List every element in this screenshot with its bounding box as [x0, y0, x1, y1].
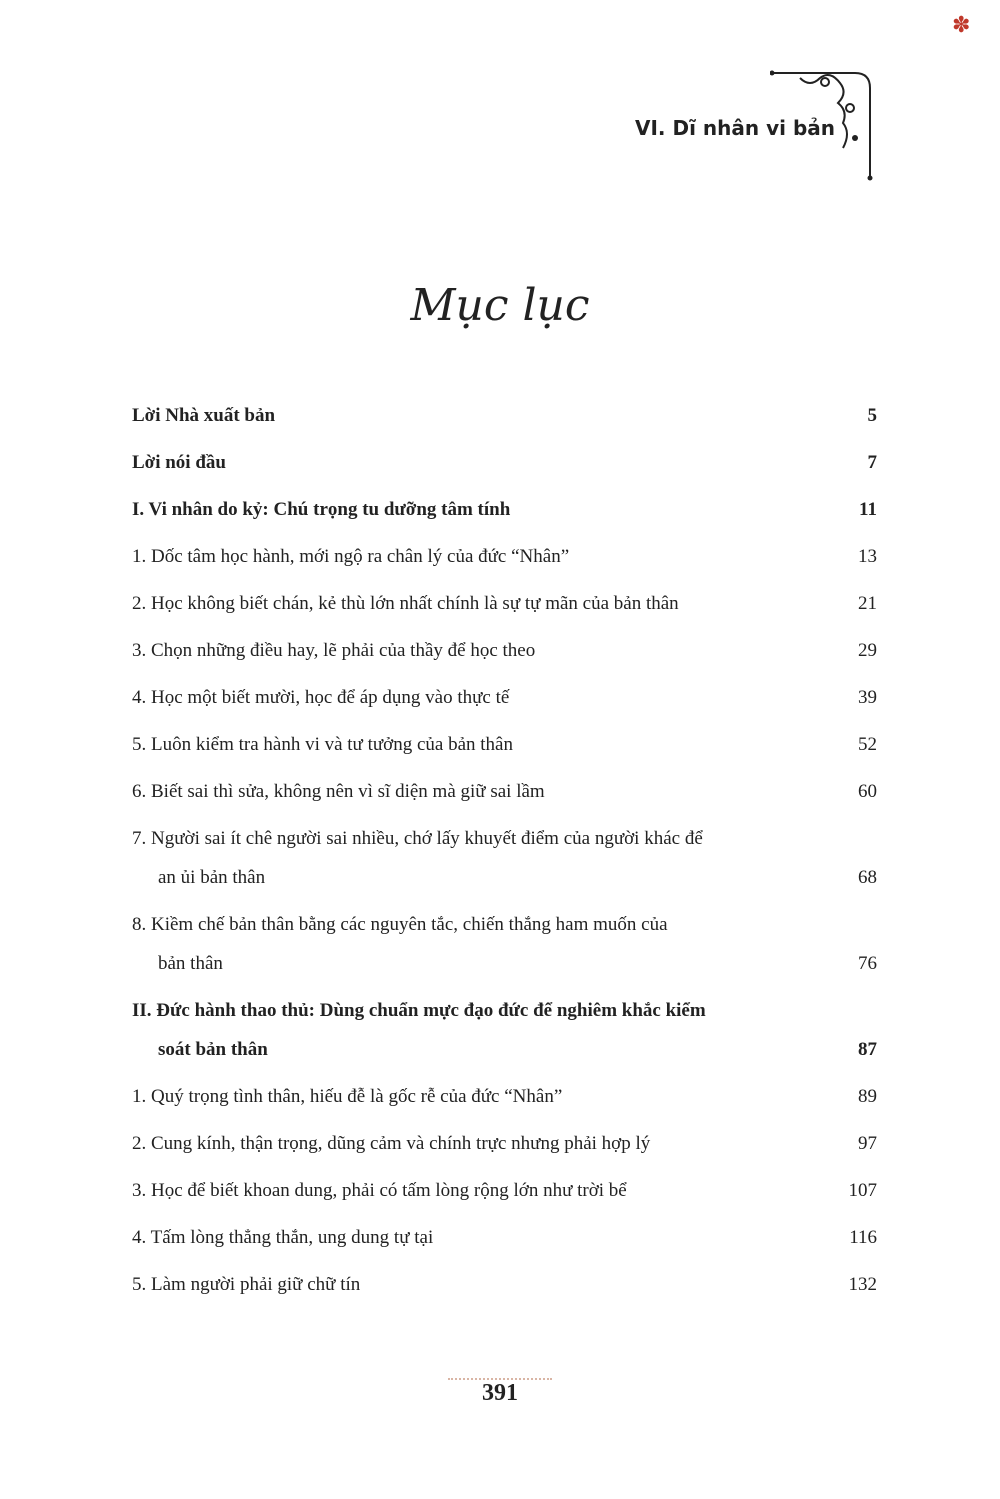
- toc-entry-body: [132, 490, 817, 529]
- toc-entry-title: 4. Học một biết mười, học để áp dụng vào thực tế: [132, 687, 510, 708]
- toc-entry[interactable]: [132, 631, 877, 670]
- toc-entry-body: [132, 396, 817, 435]
- toc-entry-title-continued: bản thân: [158, 953, 223, 974]
- toc-entry[interactable]: [132, 1218, 877, 1257]
- toc-entry-title-continued: an ủi bản thân: [158, 867, 266, 888]
- toc-entry-page: 52: [858, 734, 877, 755]
- toc-entry-page: 29: [858, 640, 877, 661]
- toc-entry[interactable]: [132, 584, 877, 623]
- toc-entry[interactable]: [132, 490, 877, 529]
- toc-entry-body: [132, 631, 817, 670]
- table-of-contents: [132, 396, 877, 1312]
- page-title: Mục lục: [410, 280, 590, 331]
- toc-entry[interactable]: [132, 1265, 877, 1304]
- toc-entry-page: 11: [859, 499, 877, 520]
- toc-entry-page: 107: [848, 1180, 877, 1201]
- toc-entry-title: Lời Nhà xuất bản: [132, 405, 276, 426]
- toc-entry-title: 4. Tấm lòng thẳng thắn, ung dung tự tại: [132, 1227, 434, 1248]
- toc-entry-body: [132, 1218, 817, 1257]
- toc-entry-page: 132: [848, 1274, 877, 1295]
- toc-entry-body: [132, 905, 817, 983]
- page-number: 391: [482, 1380, 518, 1406]
- toc-entry-title: 5. Làm người phải giữ chữ tín: [132, 1274, 361, 1295]
- toc-entry-title-continued: soát bản thân: [158, 1039, 268, 1060]
- toc-entry-page: 5: [867, 405, 877, 426]
- toc-entry[interactable]: [132, 905, 877, 983]
- toc-entry-body: [132, 678, 817, 717]
- toc-entry-title: 3. Học để biết khoan dung, phải có tấm lòng rộng lớn như trời bể: [132, 1180, 627, 1201]
- toc-entry[interactable]: [132, 1171, 877, 1210]
- toc-entry[interactable]: [132, 443, 877, 482]
- toc-entry-title: I. Vi nhân do kỷ: Chú trọng tu dưỡng tâm tính: [132, 499, 511, 520]
- corner-ornament-icon: [770, 68, 880, 183]
- toc-entry-page: 39: [858, 687, 877, 708]
- toc-entry-page: 87: [858, 1039, 877, 1060]
- toc-entry-title: II. Đức hành thao thủ: Dùng chuẩn mực đạo đức để nghiêm khắc kiểm: [132, 1000, 706, 1021]
- toc-entry-body: [132, 1265, 817, 1304]
- toc-entry-title: 1. Dốc tâm học hành, mới ngộ ra chân lý của đức “Nhân”: [132, 546, 570, 567]
- toc-entry-page: 76: [858, 953, 877, 974]
- toc-entry-page: 13: [858, 546, 877, 567]
- toc-entry-page: 116: [849, 1227, 877, 1248]
- toc-entry-title: 6. Biết sai thì sửa, không nên vì sĩ diện mà giữ sai lầm: [132, 781, 545, 802]
- toc-entry[interactable]: [132, 1077, 877, 1116]
- toc-entry-title: 8. Kiềm chế bản thân bằng các nguyên tắc, chiến thắng ham muốn của: [132, 914, 668, 935]
- toc-entry-body: [132, 1124, 817, 1163]
- toc-entry[interactable]: [132, 537, 877, 576]
- toc-entry-page: 7: [867, 452, 877, 473]
- toc-entry-body: [132, 819, 817, 897]
- toc-entry[interactable]: [132, 1124, 877, 1163]
- toc-entry-body: [132, 1171, 817, 1210]
- toc-entry[interactable]: [132, 678, 877, 717]
- toc-entry[interactable]: [132, 725, 877, 764]
- toc-entry-title: Lời nói đầu: [132, 452, 226, 473]
- toc-entry-page: 68: [858, 867, 877, 888]
- toc-entry[interactable]: [132, 991, 877, 1069]
- toc-entry-body: [132, 443, 817, 482]
- toc-entry-page: 89: [858, 1086, 877, 1107]
- toc-entry-body: [132, 584, 817, 623]
- toc-entry-body: [132, 537, 817, 576]
- running-header: VI. Dĩ nhân vi bản: [635, 116, 835, 140]
- toc-entry[interactable]: [132, 772, 877, 811]
- toc-entry-title: 3. Chọn những điều hay, lẽ phải của thầy để học theo: [132, 640, 536, 661]
- toc-entry-body: [132, 1077, 817, 1116]
- toc-entry-title: 5. Luôn kiểm tra hành vi và tư tưởng của bản thân: [132, 734, 513, 755]
- toc-entry-body: [132, 772, 817, 811]
- toc-entry-title: 1. Quý trọng tình thân, hiếu đễ là gốc rễ của đức “Nhân”: [132, 1086, 563, 1107]
- toc-entry-title: 7. Người sai ít chê người sai nhiều, chớ lấy khuyết điểm của người khác để: [132, 828, 703, 849]
- toc-entry-title: 2. Cung kính, thận trọng, dũng cảm và chính trực nhưng phải hợp lý: [132, 1133, 651, 1154]
- toc-entry-body: [132, 725, 817, 764]
- toc-entry[interactable]: [132, 819, 877, 897]
- toc-entry[interactable]: [132, 396, 877, 435]
- toc-entry-page: 60: [858, 781, 877, 802]
- flower-ornament-icon: ✽: [952, 12, 971, 37]
- toc-entry-body: [132, 991, 817, 1069]
- toc-entry-page: 97: [858, 1133, 877, 1154]
- toc-entry-page: 21: [858, 593, 877, 614]
- toc-entry-title: 2. Học không biết chán, kẻ thù lớn nhất chính là sự tự mãn của bản thân: [132, 593, 679, 614]
